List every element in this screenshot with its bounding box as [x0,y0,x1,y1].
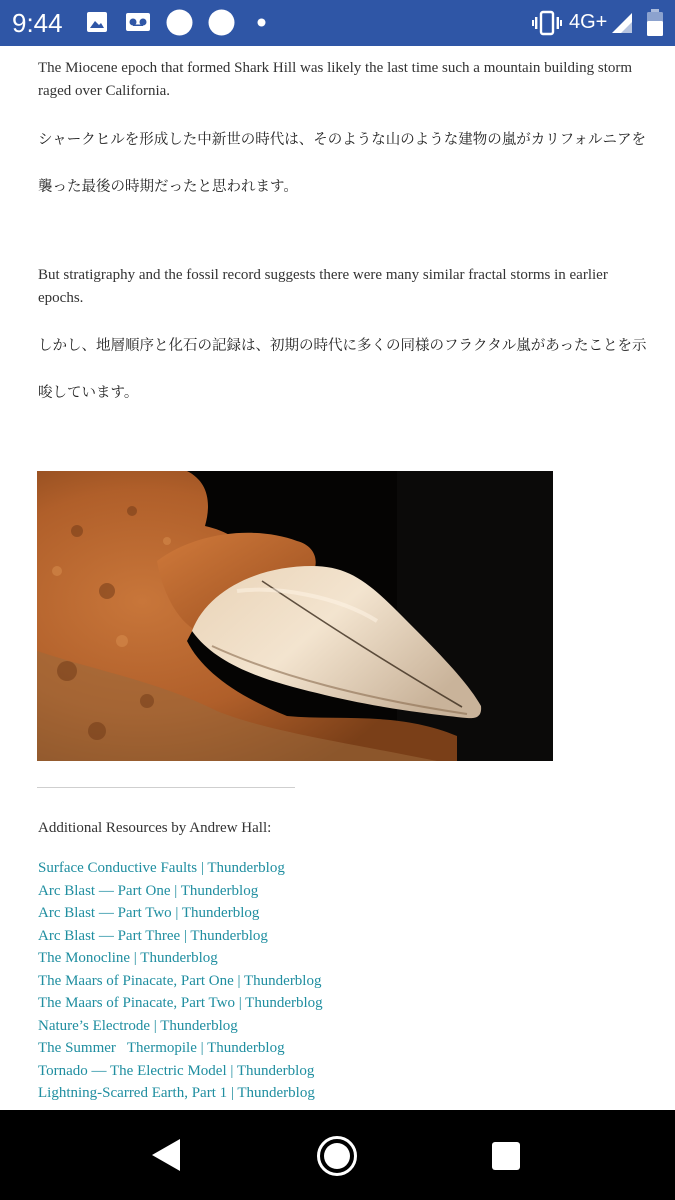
article-content[interactable] [0,46,675,1110]
fossil-tooth-photo [37,471,553,761]
paragraph-english: But stratigraphy and the fossil record suggests there were many similar fractal storms in earlier epochs. [38,267,608,306]
circle-icon [208,9,235,36]
dot-icon [257,18,266,27]
resource-link[interactable]: Arc Blast — Part Two | Thunderblog [38,905,260,921]
resources-heading: Additional Resources by Andrew Hall: [38,820,272,836]
image-icon [86,11,108,33]
resource-link[interactable]: Arc Blast — Part One | Thunderblog [38,882,259,899]
paragraph-english: The Miocene epoch that formed Shark Hill was likely the last time such a mountain building storm raged over California. [38,60,633,99]
resource-link[interactable]: The Maars of Pinacate, Part Two | Thunderblog [38,995,323,1011]
recents-button[interactable] [491,1141,521,1171]
divider [37,787,295,788]
resource-link[interactable]: Tornado — The Electric Model | Thunderblog [38,1062,315,1079]
resource-link[interactable]: Arc Blast — Part Three | Thunderblog [38,927,268,944]
status-time: 9:44 [12,8,63,38]
circle-icon [166,9,193,36]
home-button[interactable] [316,1135,358,1177]
battery-icon [645,9,665,37]
resource-link[interactable]: The Monocline | Thunderblog [38,950,218,966]
signal-icon [610,11,634,35]
resource-link[interactable]: The Maars of Pinacate, Part One | Thunderblog [38,972,322,989]
resource-links [38,857,323,1105]
vibrate-icon [532,10,562,36]
resource-link[interactable]: The Summer Thermopile | Thunderblog [38,1040,285,1056]
voicemail-icon [125,12,151,32]
paragraph-japanese: シャークヒルを形成した中新世の時代は、そのような山のような建物の嵐がカリフォルニアを襲った最後の時期だったと思われます。 [38,132,646,195]
paragraph-japanese: しかし、地層順序と化石の記録は、初期の時代に多くの同様のフラクタル嵐があったことを示唆しています。 [38,338,647,401]
navigation-bar [0,1110,675,1200]
back-button[interactable] [150,1137,182,1173]
status-bar [0,0,675,46]
resource-link[interactable]: Lightning-Scarred Earth, Part 1 | Thunderblog [38,1085,315,1101]
resource-link[interactable]: Nature’s Electrode | Thunderblog [38,1017,238,1034]
resource-link[interactable]: Surface Conductive Faults | Thunderblog [38,860,285,876]
network-type: 4G+ [569,11,608,33]
